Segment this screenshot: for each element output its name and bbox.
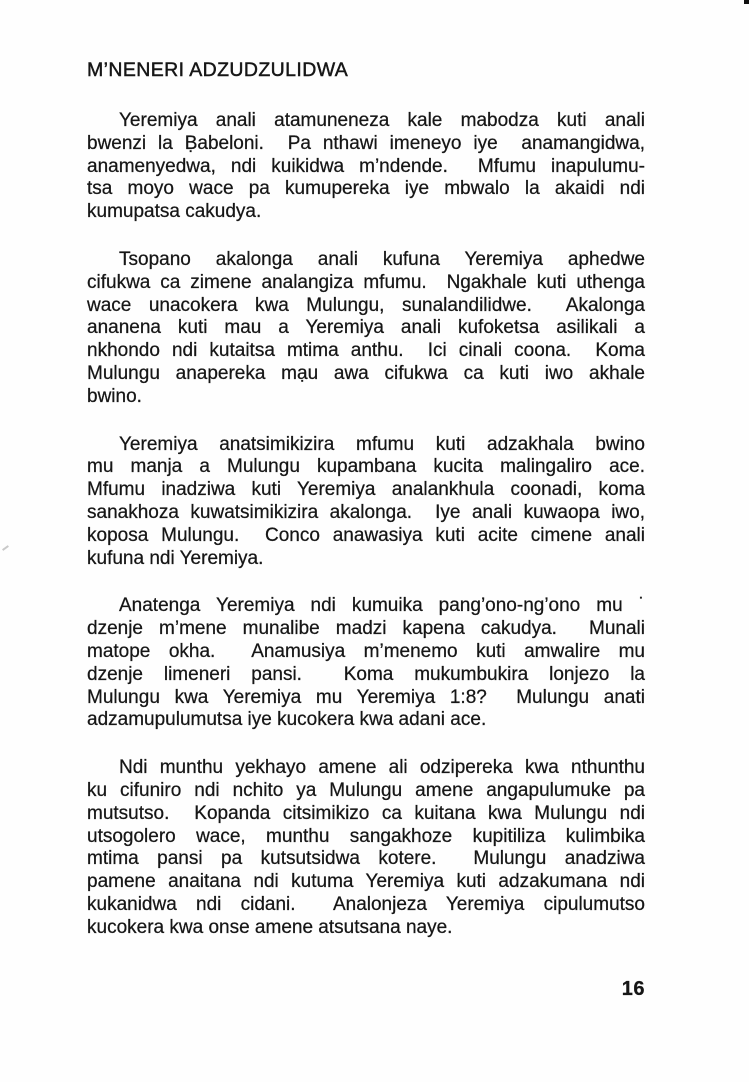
text-line: kufuna ndi Yeremiya. <box>87 547 264 569</box>
paragraph <box>87 434 645 571</box>
body-text <box>87 110 645 965</box>
text-line: tsa moyo wace pa kumupereka iye mbwalo la akaidi ndi <box>87 178 645 200</box>
text-line: Mfumu inadziwa kuti Yeremiya analankhula coonadi, koma <box>87 479 645 501</box>
text-line: wace unacokera kwa Mulungu, sunalandilidwe. Akalonga <box>87 294 645 316</box>
text-line: matope okha. Anamusiya m’menemo kuti amwalire mu <box>87 640 645 662</box>
text-line: mtima pansi pa kutsutsidwa kotere. Mulungu anadziwa <box>87 848 645 870</box>
text-line: Tsopano akalonga anali kufuna Yeremiya aphedwe <box>119 248 645 270</box>
text-line: cifukwa ca zimene analangiza mfumu. Ngakhale kuti uthenga <box>87 271 645 293</box>
text-line: anamenyedwa, ndi kuikidwa m’ndende. Mfumu inapulumu- <box>87 155 645 177</box>
page-title: M’NENERI ADZUDZULIDWA <box>87 59 349 81</box>
text-line: Anatenga Yeremiya ndi kumuika pang’ono-ng’ono mu ˙ <box>119 595 645 617</box>
paragraph <box>87 757 645 939</box>
text-line: Ndi munthu yekhayo amene ali odzipereka kwa nthunthu <box>119 757 645 779</box>
text-line: Yeremiya anali atamuneneza kale mabodza kuti anali <box>119 110 645 131</box>
paragraph <box>87 249 645 409</box>
text-line: kukanidwa ndi cidani. Analonjeza Yeremiya cipulumutso <box>87 893 645 915</box>
text-line: adzamupulumutsa iye kucokera kwa adani ace. <box>87 709 487 731</box>
text-line: kucokera kwa onse amene atsutsana naye. <box>87 916 453 938</box>
paragraph <box>87 595 645 732</box>
text-line: koposa Mulungu. Conco anawasiya kuti acite cimene anali <box>87 524 645 546</box>
text-line: pamene anaitana ndi kutuma Yeremiya kuti adzakumana ndi <box>87 871 645 893</box>
text-line: kumupatsa cakudya. <box>87 201 262 223</box>
page-number: 16 <box>621 978 645 1000</box>
text-line: mu manja a Mulungu kupambana kucita malingaliro ace. <box>87 456 645 478</box>
text-line: Yeremiya anatsimikizira mfumu kuti adzakhala bwino <box>119 433 645 455</box>
text-line: nkhondo ndi kutaitsa mtima anthu. Ici cinali coona. Koma <box>87 340 645 362</box>
text-line: bwenzi la Ḅabeloni. Pa nthawi imeneyo iye anamangidwa, <box>87 132 645 154</box>
paragraph <box>87 110 645 224</box>
text-line: ku cifuniro ndi nchito ya Mulungu amene angapulumuke pa <box>87 779 645 801</box>
text-line: sanakhoza kuwatsimikizira akalonga. Iye anali kuwaopa iwo, <box>87 501 645 523</box>
text-line: dzenje m’mene munalibe madzi kapena cakudya. Munali <box>87 618 645 640</box>
text-line: utsogolero wace, munthu sangakhoze kupitiliza kulimbika <box>87 825 645 847</box>
text-line: Mulungu kwa Yeremiya mu Yeremiya 1:8? Mulungu anati <box>87 686 645 708</box>
scan-artifact-top-right <box>744 0 749 4</box>
text-line: dzenje limeneri pansi. Koma mukumbukira lonjezo la <box>87 663 645 685</box>
text-line: mutsutso. Kopanda citsimikizo ca kuitana kwa Mulungu ndi <box>87 802 645 824</box>
text-line: Mulungu anapereka mạu awa cifukwa ca kuti iwo akhale <box>87 362 645 384</box>
text-line: bwino. <box>87 385 142 407</box>
text-line: ananena kuti mau a Yeremiya anali kufoketsa asilikali a <box>87 317 645 339</box>
scan-artifact-left-edge <box>2 545 9 551</box>
